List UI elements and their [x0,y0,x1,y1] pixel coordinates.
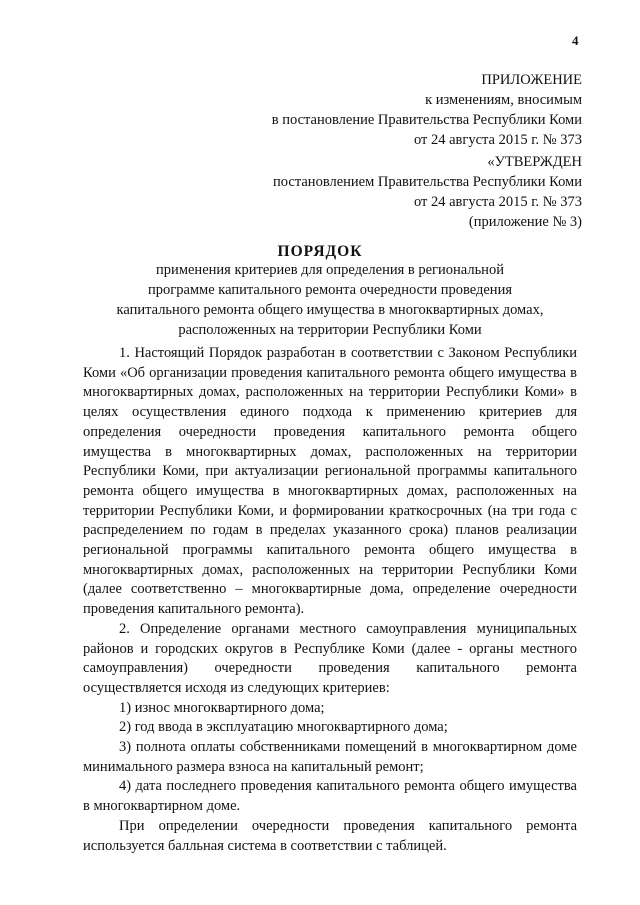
approval-header-line: постановлением Правительства Республики Коми [273,174,582,190]
document-subtitle [80,260,580,340]
paragraph-1: 1. Настоящий Порядок разработан в соответствии с Законом Республики Коми «Об организации проведения капитального ремонта общего имущества в многоквартирных домах, расположенных на территории Республики Коми» в целях осуществления единого подхода к применению критериев для определения очередности проведения капитального ремонта общего имущества в многоквартирных домах, расположенных на территории Республики Коми, при актуализации региональной программы капитального ремонта общего имущества в многоквартирных домах, расположенных на территории Республики Коми, и формировании краткосрочных (на три года с распределением по годам в пределах указанного срока) планов реализации региональной программы капитального ремонта общего имущества в многоквартирных домах, расположенных на территории Республики Коми (далее соответственно – многоквартирные дома, определение очередности проведения капитального ремонта). [83,345,577,618]
approval-header-line: (приложение № 3) [468,214,582,230]
page-number: 4 [572,33,579,48]
approval-header-line: от 24 августа 2015 г. № 373 [413,194,582,210]
subtitle-line: капитального ремонта общего имущества в многоквартирных домах, [116,302,544,318]
appendix-header-line: от 24 августа 2015 г. № 373 [413,132,582,148]
approval-header [273,152,582,232]
paragraph-scoring: При определении очередности проведения капитального ремонта используется балльная система в соответствии с таблицей. [83,817,577,854]
criterion-4: 4) дата последнего проведения капитального ремонта общего имущества в многоквартирном доме. [83,778,577,815]
criterion-2: 2) год ввода в эксплуатацию многоквартирного дома; [119,719,448,736]
appendix-header-line: ПРИЛОЖЕНИЕ [481,72,582,88]
appendix-header [272,70,582,150]
appendix-header-line: в постановление Правительства Республики Коми [271,112,582,128]
criterion-3: 3) полнота оплаты собственниками помещений в многоквартирном доме минимального размера взноса на капитальный ремонт; [83,739,577,775]
subtitle-line: применения критериев для определения в региональной [156,262,504,278]
subtitle-line: программе капитального ремонта очередности проведения [147,282,512,298]
approval-header-line: «УТВЕРЖДЕН [487,154,582,170]
subtitle-line: расположенных на территории Республики Коми [178,322,482,338]
paragraph-2: 2. Определение органами местного самоуправления муниципальных районов и городских округов в Республике Коми (далее - органы местного самоуправления) очередности проведения капитального ремонта осуществляется исходя из следующих критериев: [83,620,577,696]
appendix-header-line: к изменениям, вносимым [425,92,582,108]
criterion-1: 1) износ многоквартирного дома; [119,699,325,716]
document-body [83,344,577,856]
document-title: ПОРЯДОК [277,243,363,260]
